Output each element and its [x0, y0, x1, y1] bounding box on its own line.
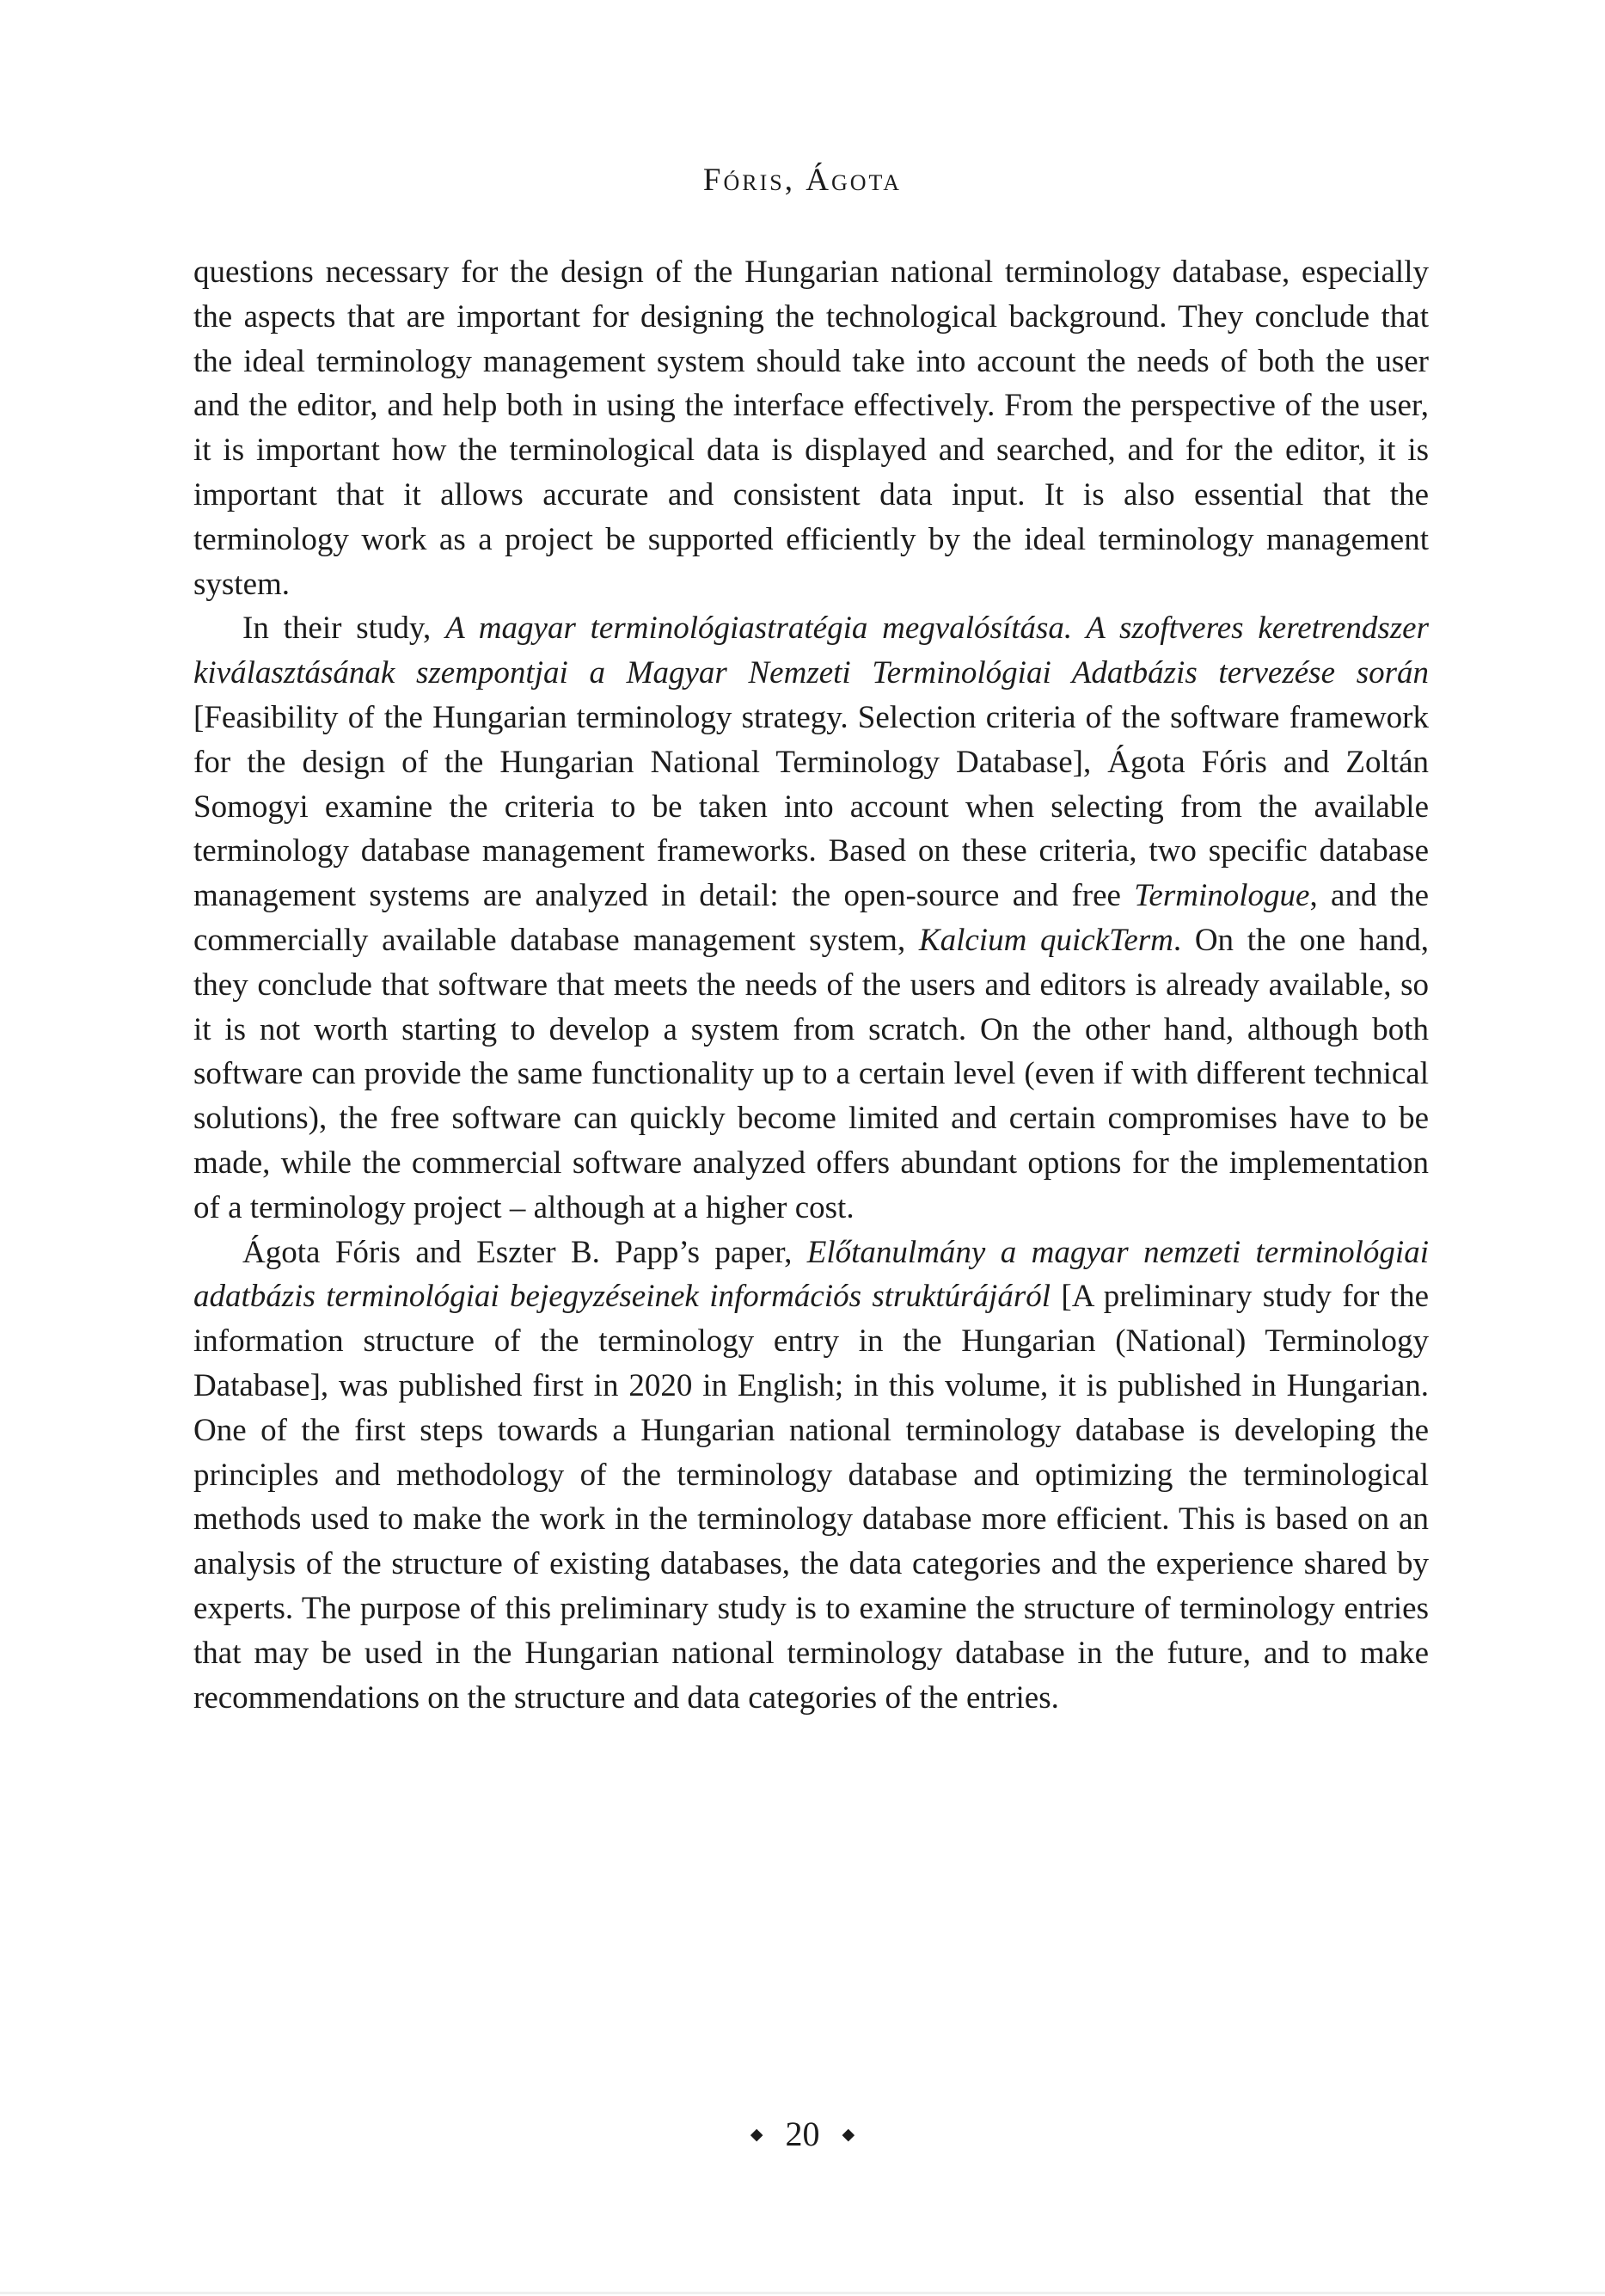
text-run: Ágota Fóris and Eszter B. Papp’s paper, [242, 1234, 807, 1270]
text-run: , and the commercially available database management system, [193, 878, 1429, 958]
text-run: questions necessary for the design of the Hungarian national terminology database, especially the aspects that are important for designing the technological background. They conclude that the ideal terminology management system should take into account the needs of both the user and the editor, and help both in using the interface effectively. From the perspective of the user, it is important how the terminological data is displayed and searched, and for the editor, it is important that it allows accurate and consistent data input. It is also essential that the terminology work as a project be supported efficiently by the ideal terminology management system. [193, 255, 1429, 602]
italic-title-run: Kalcium quickTerm [918, 922, 1173, 958]
italic-title-run: A magyar terminológiastratégia megvalósítása. A szoftveres keretrendszer kiválasztásának szempontjai a Magyar Nemzeti Terminológiai Adatbázis tervezése során [193, 611, 1429, 691]
italic-title-run: Előtanulmány a magyar nemzeti terminológiai adatbázis terminológiai bejegyzéseinek információs struktúrájáról [193, 1234, 1429, 1315]
text-run: [Feasibility of the Hungarian terminology strategy. Selection criteria of the software framework for the design of the Hungarian National Terminology Database], Ágota Fóris and Zoltán Somogyi examine the criteria to be taken into account when selecting from the available terminology database management frameworks. Based on these criteria, two specific database management systems are analyzed in detail: the open-source and free [193, 699, 1429, 914]
text-run: [A preliminary study for the information structure of the terminology entry in the Hungarian (National) Terminology Database], was published first in 2020 in English; in this volume, it is published in Hungarian. One of the first steps towards a Hungarian national terminology database is developing the principles and methodology of the terminology database and optimizing the terminological methods used to make the work in the terminology database more efficient. This is based on an analysis of the structure of existing databases, the data categories and the experience shared by experts. The purpose of this preliminary study is to examine the structure of terminology entries that may be used in the Hungarian national terminology database in the future, and to make recommendations on the structure and data categories of the entries. [193, 1279, 1429, 1716]
page-number: 20 [785, 2115, 820, 2153]
text-run: In their study, [242, 611, 446, 647]
text-run: . On the one hand, they conclude that software that meets the needs of the users and editors is already available, so it is not worth starting to develop a system from scratch. On the other hand, although both software can provide the same functionality up to a certain level (even if with different technical solutions), the free software can quickly become limited and certain compromises have to be made, while the commercial software analyzed offers abundant options for the implementation of a terminology project – although at a higher cost. [193, 922, 1429, 1225]
paragraph [193, 1231, 1429, 1721]
running-header: Fóris, Ágota [702, 163, 903, 198]
paragraph [193, 250, 1429, 606]
italic-title-run: Terminologue [1134, 878, 1310, 914]
diamond-bullet-icon: ◆ [750, 2126, 763, 2144]
page-footer [0, 2114, 1605, 2154]
paragraph [193, 606, 1429, 1230]
body-text [193, 250, 1429, 1720]
page-bottom-edge [0, 2292, 1605, 2294]
diamond-bullet-icon: ◆ [842, 2126, 855, 2144]
